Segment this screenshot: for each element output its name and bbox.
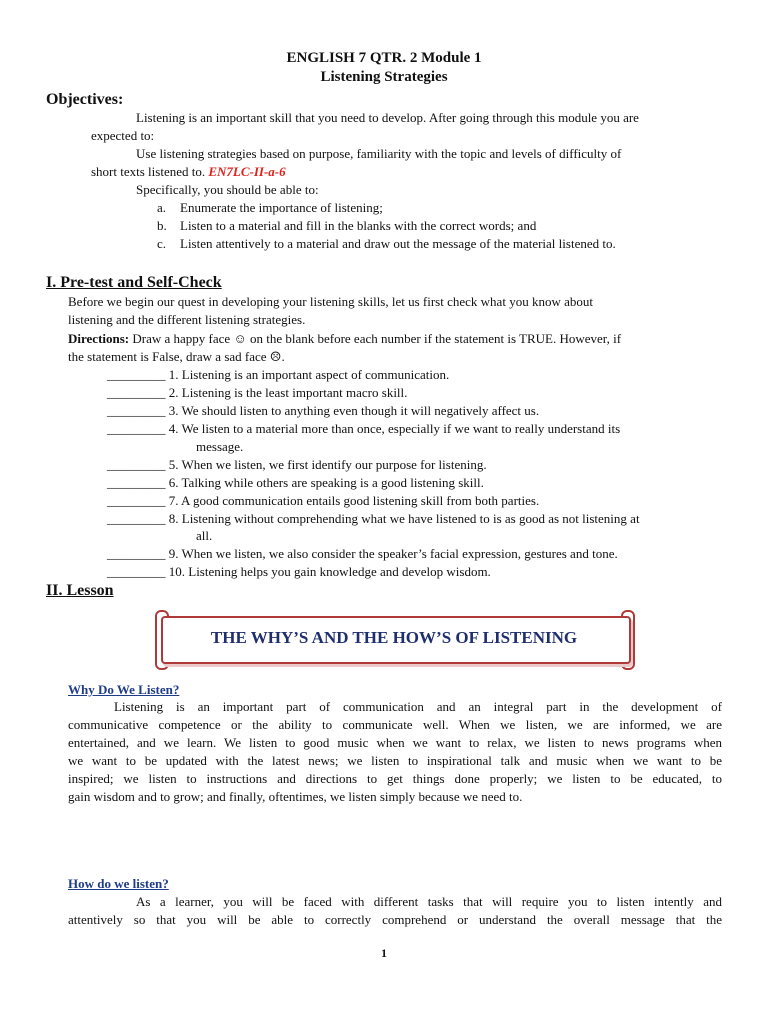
- test-item-text: 6. Talking while others are speaking is a good listening skill.: [168, 475, 484, 490]
- test-item-text: 2. Listening is the least important macro skill.: [168, 385, 408, 400]
- objective-item: Listen to a material and fill in the blanks with the correct words; and: [180, 218, 537, 233]
- test-item: [107, 456, 487, 474]
- answer-blank[interactable]: _________: [107, 493, 166, 508]
- test-item: [107, 492, 539, 510]
- module-subtitle: Listening Strategies: [320, 69, 448, 85]
- competency-code: EN7LC-II-a-6: [208, 164, 286, 179]
- test-item: [107, 420, 620, 438]
- pretest-heading: I. Pre-test and Self-Check: [46, 274, 222, 291]
- test-item-text: 8. Listening without comprehending what we have listened to is as good as not listening at: [168, 511, 640, 526]
- lesson-heading: II. Lesson: [46, 582, 114, 599]
- objective-item: Listen attentively to a material and draw out the message of the material listened to.: [180, 236, 616, 251]
- how-heading: How do we listen?: [68, 876, 169, 891]
- test-item-text: 3. We should listen to anything even though it will negatively affect us.: [168, 403, 540, 418]
- test-item: [107, 474, 484, 492]
- answer-blank[interactable]: _________: [107, 475, 166, 490]
- how-paragraph: [68, 893, 722, 929]
- answer-blank[interactable]: _________: [107, 511, 166, 526]
- how-line: attentively so that you will be able to correctly comprehend or understand the overall message that the: [68, 912, 722, 927]
- answer-blank[interactable]: _________: [107, 385, 166, 400]
- answer-blank[interactable]: _________: [107, 457, 166, 472]
- why-line: communicative competence or the ability to communicate well. When we listen, we are informed, we are: [68, 717, 722, 732]
- objectives-intro-line1: Listening is an important skill that you need to develop. After going through this module you are: [136, 110, 639, 125]
- directions-line1: [68, 330, 621, 348]
- why-heading: Why Do We Listen?: [68, 682, 180, 697]
- answer-blank[interactable]: _________: [107, 564, 166, 579]
- test-item: [107, 366, 449, 384]
- why-line: entertained, and we learn. We listen to good music when we want to relax, we listen to news programs when: [68, 735, 722, 750]
- pretest-intro-line1: Before we begin our quest in developing your listening skills, let us first check what you know about: [68, 294, 593, 309]
- why-paragraph: [68, 698, 722, 806]
- objectives-heading: Objectives:: [46, 91, 124, 108]
- test-item: [107, 510, 640, 528]
- objectives-intro-line2: expected to:: [91, 128, 155, 143]
- answer-blank[interactable]: _________: [107, 421, 166, 436]
- test-item-continuation: all.: [196, 528, 213, 543]
- test-item-text: 9. When we listen, we also consider the speaker’s facial expression, gestures and tone.: [168, 546, 618, 561]
- why-line: inspired; we listen to instructions and directions to get things done properly; we listen to be educated, to: [68, 771, 722, 786]
- directions-line2: the statement is False, draw a sad face ☹.: [68, 349, 285, 364]
- answer-blank[interactable]: _________: [107, 367, 166, 382]
- banner-title: THE WHY’S AND THE HOW’S OF LISTENING: [210, 628, 578, 647]
- answer-blank[interactable]: _________: [107, 546, 166, 561]
- test-item: [107, 384, 407, 402]
- test-item-text: 5. When we listen, we first identify our purpose for listening.: [168, 457, 487, 472]
- module-title: ENGLISH 7 QTR. 2 Module 1: [286, 50, 482, 66]
- objective-item-marker: c.: [157, 236, 167, 251]
- how-line: As a learner, you will be faced with different tasks that will require you to listen intently and: [136, 894, 722, 909]
- test-item-text: 4. We listen to a material more than once, especially if we want to really understand its: [168, 421, 621, 436]
- objective-item-marker: b.: [157, 218, 167, 233]
- why-line: gain wisdom and to grow; and finally, oftentimes, we listen simply because we need to.: [68, 789, 523, 804]
- objective-item-marker: a.: [157, 200, 167, 215]
- pretest-intro-line2: listening and the different listening strategies.: [68, 312, 306, 327]
- answer-blank[interactable]: _________: [107, 403, 166, 418]
- objectives-use-line2: [91, 163, 286, 181]
- test-item: [107, 545, 618, 563]
- test-item-text: 10. Listening helps you gain knowledge and develop wisdom.: [168, 564, 491, 579]
- objectives-specifically: Specifically, you should be able to:: [136, 182, 319, 197]
- objectives-use-line1: Use listening strategies based on purpose, familiarity with the topic and levels of difficulty of: [136, 146, 622, 161]
- test-item: [107, 563, 491, 581]
- page-number: 1: [381, 946, 387, 960]
- directions-label: Directions:: [68, 331, 130, 346]
- test-item: [107, 402, 539, 420]
- test-item-text: 1. Listening is an important aspect of communication.: [168, 367, 450, 382]
- why-line: Listening is an important part of communication and an integral part in the development of: [114, 699, 722, 714]
- lesson-banner: [155, 612, 635, 662]
- objective-item: Enumerate the importance of listening;: [180, 200, 383, 215]
- test-item-continuation: message.: [196, 439, 244, 454]
- objectives-use-text: short texts listened to.: [91, 164, 206, 179]
- why-line: we want to be updated with the latest news; we listen to inspirational talk and music when we want to be: [68, 753, 722, 768]
- test-item-text: 7. A good communication entails good listening skill from both parties.: [168, 493, 540, 508]
- directions-text: Draw a happy face ☺ on the blank before each number if the statement is TRUE. However, if: [132, 331, 622, 346]
